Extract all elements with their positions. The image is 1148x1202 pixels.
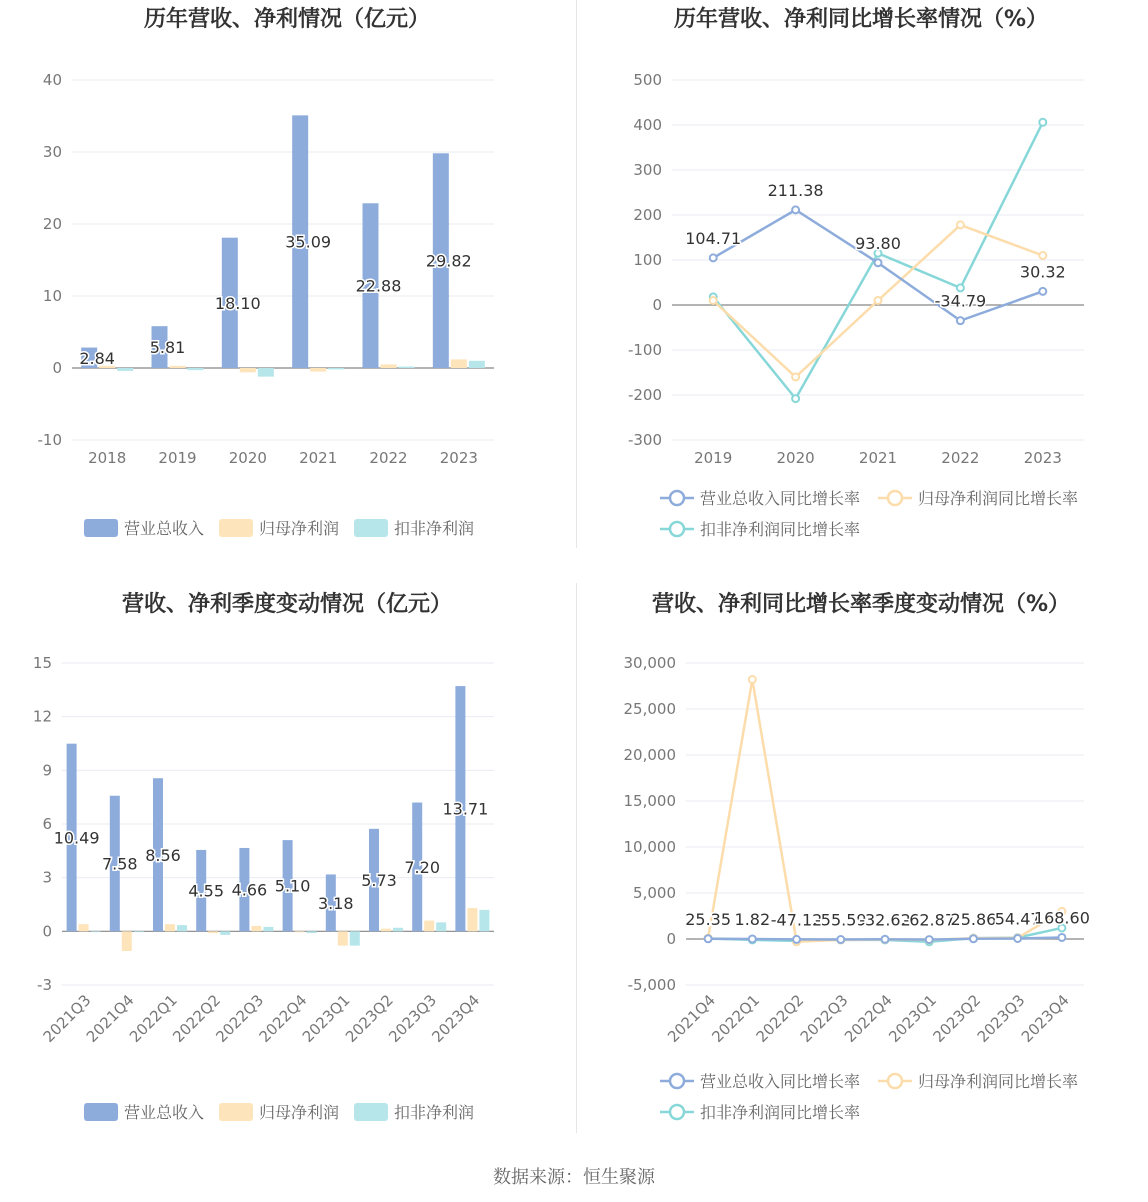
x-tick-label: 2023Q1 xyxy=(298,991,354,1046)
bar-netprofit xyxy=(165,924,175,931)
chart-canvas xyxy=(574,0,1148,585)
bar-netprofit xyxy=(122,931,132,951)
data-label: 8.56 xyxy=(145,845,181,865)
bar-deducted xyxy=(307,931,317,933)
legend-swatch xyxy=(84,519,118,537)
y-tick-label: 15,000 xyxy=(623,792,676,810)
y-tick-label: -10 xyxy=(37,431,62,449)
data-label: -47.12 xyxy=(770,910,823,930)
data-label: 5.73 xyxy=(361,871,397,891)
y-tick-label: 30 xyxy=(42,143,62,161)
data-label: -55.59 xyxy=(814,910,867,930)
x-tick-label: 2023Q4 xyxy=(428,991,484,1046)
x-tick-label: 2023Q1 xyxy=(885,991,941,1046)
legend-marker xyxy=(888,1074,902,1088)
data-point xyxy=(1039,119,1046,126)
bar-deducted xyxy=(220,931,230,935)
data-point xyxy=(837,936,844,943)
bar-netprofit xyxy=(170,366,186,368)
legend-marker xyxy=(670,491,684,505)
annual-growth-rate-chart xyxy=(574,0,1148,585)
bar-netprofit xyxy=(467,908,477,931)
legend-swatch xyxy=(84,1103,118,1121)
data-label: 35.09 xyxy=(285,232,332,252)
bar-netprofit xyxy=(240,368,256,372)
data-point xyxy=(926,936,933,943)
x-tick-label: 2023 xyxy=(1023,449,1062,467)
legend-marker xyxy=(888,491,902,505)
x-tick-label: 2019 xyxy=(694,449,733,467)
legend-swatch xyxy=(354,1103,388,1121)
y-tick-label: 400 xyxy=(633,116,662,134)
data-label: -62.87 xyxy=(903,910,956,930)
x-tick-label: 2022Q2 xyxy=(752,991,808,1046)
legend-label: 扣非净利润同比增长率 xyxy=(700,1103,861,1122)
data-label: 4.55 xyxy=(188,881,225,901)
data-label: 13.71 xyxy=(442,799,489,819)
x-tick-label: 2022 xyxy=(941,449,980,467)
quarterly-growth-rate-chart xyxy=(574,585,1148,1170)
chart-canvas xyxy=(0,0,574,585)
bar-deducted xyxy=(258,368,274,377)
bar-deducted xyxy=(469,361,485,368)
data-label: 22.88 xyxy=(355,276,402,296)
bar-netprofit xyxy=(310,368,326,372)
y-tick-label: -3 xyxy=(37,976,52,994)
data-point xyxy=(710,254,717,261)
data-point xyxy=(957,317,964,324)
y-tick-label: 0 xyxy=(42,922,52,941)
data-label: 4.66 xyxy=(231,880,268,900)
y-tick-label: -300 xyxy=(627,431,662,449)
legend-swatch xyxy=(219,519,253,537)
chart-title: 营收、净利季度变动情况（亿元） xyxy=(121,592,452,617)
y-tick-label: -200 xyxy=(627,386,662,404)
bar-deducted xyxy=(436,922,446,931)
x-tick-label: 2021Q4 xyxy=(664,991,719,1046)
data-label: 30.32 xyxy=(1019,262,1066,282)
x-tick-label: 2022Q1 xyxy=(126,991,181,1046)
legend-label: 扣非净利润 xyxy=(394,519,475,538)
bar-deducted xyxy=(479,910,489,931)
data-point xyxy=(749,676,756,683)
legend-label: 归母净利润同比增长率 xyxy=(918,1072,1079,1091)
legend-label: 营业总收入同比增长率 xyxy=(700,1072,861,1091)
y-tick-label: 10 xyxy=(42,287,62,305)
x-tick-label: 2022Q2 xyxy=(169,991,225,1046)
y-tick-label: 200 xyxy=(633,206,662,224)
y-tick-label: 10,000 xyxy=(623,838,676,856)
bar-deducted xyxy=(177,925,187,931)
x-tick-label: 2019 xyxy=(158,449,197,467)
chart-canvas xyxy=(0,585,574,1170)
x-tick-label: 2021 xyxy=(299,449,338,467)
legend-label: 归母净利润 xyxy=(259,1103,340,1122)
y-tick-label: 12 xyxy=(32,707,52,726)
x-tick-label: 2023Q3 xyxy=(973,991,1029,1046)
y-tick-label: 100 xyxy=(633,251,662,269)
data-point xyxy=(875,297,882,304)
data-label: 93.80 xyxy=(855,233,901,253)
legend-marker xyxy=(670,1105,684,1119)
data-label: 18.10 xyxy=(214,293,261,313)
data-label: 25.86 xyxy=(950,909,997,929)
x-tick-label: 2018 xyxy=(88,449,127,467)
data-label: 168.60 xyxy=(1033,908,1090,928)
annual-revenue-profit-chart xyxy=(0,0,574,585)
x-tick-label: 2022Q4 xyxy=(841,991,896,1046)
x-tick-label: 2022Q1 xyxy=(708,991,764,1046)
legend-swatch xyxy=(354,519,388,537)
bar-netprofit xyxy=(381,929,391,932)
bar-deducted xyxy=(399,367,415,368)
y-tick-label: 3 xyxy=(42,868,52,887)
y-tick-label: 40 xyxy=(42,71,62,89)
data-label: 5.10 xyxy=(274,876,311,896)
quarterly-revenue-profit-chart xyxy=(0,585,574,1170)
data-point xyxy=(1039,252,1046,259)
x-tick-label: 2023Q2 xyxy=(342,991,397,1046)
y-tick-label: -5,000 xyxy=(627,976,676,994)
data-label: 7.20 xyxy=(404,857,441,877)
bar-netprofit xyxy=(451,359,467,368)
x-tick-label: 2022Q4 xyxy=(255,991,311,1046)
series-line xyxy=(708,680,1062,942)
y-tick-label: 0 xyxy=(52,359,62,377)
data-point xyxy=(792,374,799,381)
data-point xyxy=(792,395,799,402)
y-tick-label: -100 xyxy=(627,341,662,359)
legend-marker xyxy=(670,1074,684,1088)
x-tick-label: 2022Q3 xyxy=(796,991,852,1046)
y-tick-label: 20,000 xyxy=(623,746,676,764)
data-point xyxy=(957,284,964,291)
data-point xyxy=(1014,935,1021,942)
data-source-note: 数据来源：恒生聚源 xyxy=(493,1167,655,1188)
bar-netprofit xyxy=(251,926,261,931)
bar-netprofit xyxy=(381,364,397,368)
legend-label: 扣非净利润 xyxy=(394,1103,475,1122)
legend-label: 扣非净利润同比增长率 xyxy=(700,520,861,539)
x-tick-label: 2020 xyxy=(228,449,267,467)
bar-deducted xyxy=(350,931,360,945)
chart-title: 营收、净利同比增长率季度变动情况（%） xyxy=(651,592,1071,617)
x-tick-label: 2023Q3 xyxy=(385,991,441,1046)
y-tick-label: 30,000 xyxy=(623,654,676,672)
x-tick-label: 2022 xyxy=(369,449,408,467)
legend-marker xyxy=(670,522,684,536)
data-point xyxy=(792,206,799,213)
y-tick-label: 300 xyxy=(633,161,662,179)
data-label: 211.38 xyxy=(767,180,824,200)
data-point xyxy=(749,935,756,942)
data-point xyxy=(882,936,889,943)
data-label: -32.62 xyxy=(859,910,911,930)
data-label: 7.58 xyxy=(101,854,138,874)
y-tick-label: 25,000 xyxy=(623,700,676,718)
data-point xyxy=(957,221,964,228)
bar-netprofit xyxy=(208,931,218,933)
y-tick-label: 0 xyxy=(652,296,662,314)
x-tick-label: 2021 xyxy=(858,449,898,467)
y-tick-label: 9 xyxy=(42,761,52,780)
bar-deducted xyxy=(328,368,344,369)
bar-netprofit xyxy=(79,924,89,931)
legend-label: 归母净利润 xyxy=(259,519,340,538)
bar-deducted xyxy=(91,931,101,932)
chart-title: 历年营收、净利情况（亿元） xyxy=(143,7,430,32)
y-tick-label: 5,000 xyxy=(633,884,676,902)
data-label: 3.18 xyxy=(317,893,354,913)
y-tick-label: 0 xyxy=(666,930,676,948)
x-tick-label: 2021Q3 xyxy=(39,991,95,1046)
bar-netprofit xyxy=(424,921,434,932)
data-label: 54.47 xyxy=(994,909,1041,929)
x-tick-label: 2021Q4 xyxy=(82,991,138,1046)
bar-deducted xyxy=(134,931,144,932)
bar-deducted xyxy=(188,368,204,370)
bar-deducted xyxy=(117,368,133,371)
y-tick-label: 500 xyxy=(633,71,662,89)
data-label: 2.84 xyxy=(79,348,115,368)
x-tick-label: 2023Q4 xyxy=(1017,991,1073,1046)
legend-label: 归母净利润同比增长率 xyxy=(918,489,1079,508)
data-label: -34.79 xyxy=(934,291,987,311)
data-label: 25.35 xyxy=(685,909,732,929)
data-label: 5.81 xyxy=(149,338,186,358)
bar-deducted xyxy=(393,928,403,932)
y-tick-label: 20 xyxy=(42,215,62,233)
x-tick-label: 2023 xyxy=(439,449,478,467)
data-point xyxy=(710,297,717,304)
bar-netprofit xyxy=(295,931,305,932)
data-point xyxy=(875,259,882,266)
legend-label: 营业总收入 xyxy=(124,519,205,538)
data-point xyxy=(970,935,977,942)
x-tick-label: 2020 xyxy=(776,449,815,467)
chart-canvas xyxy=(574,585,1148,1170)
data-point xyxy=(793,936,800,943)
x-tick-label: 2022Q3 xyxy=(212,991,268,1046)
data-label: 1.82 xyxy=(734,909,771,929)
bar-netprofit xyxy=(338,931,348,945)
legend-label: 营业总收入 xyxy=(124,1103,205,1122)
data-label: 29.82 xyxy=(425,251,472,271)
y-tick-label: 15 xyxy=(32,654,52,672)
data-point xyxy=(1039,288,1046,295)
legend-label: 营业总收入同比增长率 xyxy=(700,489,861,508)
bar-deducted xyxy=(263,927,273,931)
data-point xyxy=(1058,934,1065,941)
x-tick-label: 2023Q2 xyxy=(929,991,985,1046)
y-tick-label: 6 xyxy=(42,815,52,833)
data-point xyxy=(705,935,712,942)
chart-title: 历年营收、净利同比增长率情况（%） xyxy=(673,7,1049,32)
data-label: 10.49 xyxy=(53,828,100,848)
data-label: 104.71 xyxy=(685,228,742,248)
legend-swatch xyxy=(219,1103,253,1121)
